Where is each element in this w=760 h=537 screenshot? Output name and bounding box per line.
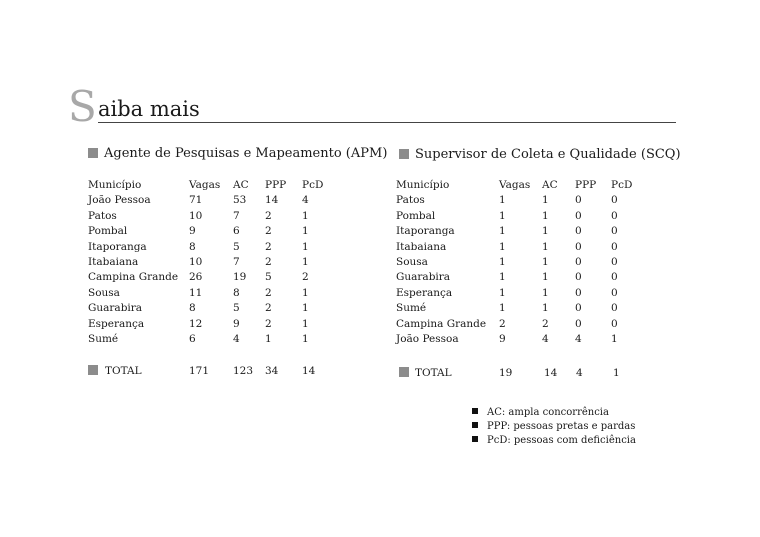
cell: 4 [542,333,549,346]
cell: 2 [542,317,549,330]
cell: 5 [233,302,240,315]
cell: 1 [302,256,309,269]
col-header: AC [542,179,558,191]
legend-item [472,420,636,434]
title-initial: S [68,82,97,131]
cell: 9 [233,317,240,330]
cell: 1 [499,302,506,315]
cell: Campina Grande [396,317,487,330]
table-row [396,224,641,239]
cell: Sousa [88,286,120,299]
cell: 12 [189,317,203,330]
table-row [88,255,332,270]
cell: 2 [302,271,309,284]
cell: 0 [611,286,618,299]
legend-text: PPP: pessoas pretas e pardas [487,421,636,432]
table-row [396,240,641,255]
cell: 1 [499,209,506,222]
apm-table [88,178,332,347]
cell: 1 [302,240,309,253]
cell: Itaporanga [88,240,147,253]
cell: 8 [233,286,240,299]
cell: Sumé [88,333,119,346]
table-row [396,255,641,270]
cell: 1 [302,317,309,330]
cell: 1 [265,333,272,346]
cell: 1 [542,286,549,299]
cell: 1 [499,194,506,207]
cell: 7 [233,256,240,269]
cell: 8 [189,240,196,253]
col-header: PcD [302,179,324,191]
black-square-icon [472,408,478,414]
apm-heading-text: Agente de Pesquisas e Mapeamento (APM) [104,146,388,161]
cell: 0 [611,271,618,284]
cell: João Pessoa [88,194,151,207]
scq-section [396,147,681,387]
black-square-icon [472,436,478,442]
cell: 2 [265,302,272,315]
cell: 0 [575,209,582,222]
cell: 1 [499,286,506,299]
cell: 19 [233,271,247,284]
cell: 1 [499,240,506,253]
col-header: Vagas [189,179,221,191]
cell: 4 [302,194,309,207]
cell: 2 [265,225,272,238]
title-rule [98,122,676,123]
cell: Pombal [88,225,128,238]
cell: 1 [542,271,549,284]
cell: 5 [265,271,272,284]
cell: 0 [611,256,618,269]
cell: 1 [302,209,309,222]
col-header: Município [396,179,450,191]
cell: 0 [575,194,582,207]
cell: Patos [396,194,425,207]
table-row [396,301,641,316]
total-vagas: 171 [189,365,210,377]
cell: 0 [575,271,582,284]
gray-square-icon [399,367,409,377]
cell: 0 [575,256,582,269]
cell: 1 [302,286,309,299]
table-row [88,332,332,347]
cell: 2 [265,240,272,253]
cell: 6 [189,333,196,346]
cell: Patos [88,209,117,222]
cell: Itaporanga [396,225,455,238]
cell: 0 [575,317,582,330]
total-pcd: 1 [613,367,620,379]
table-header-row [88,178,332,193]
table-row [396,209,641,224]
apm-total-row [88,364,338,378]
black-square-icon [472,422,478,428]
cell: 0 [611,209,618,222]
cell: 2 [499,317,506,330]
total-ppp: 4 [576,367,583,379]
col-header: PPP [265,179,287,191]
cell: 1 [499,271,506,284]
cell: 1 [499,225,506,238]
cell: Pombal [396,209,436,222]
cell: 11 [189,286,203,299]
cell: Campina Grande [88,271,179,284]
table-row [396,270,641,285]
cell: 5 [233,240,240,253]
total-label: TOTAL [105,365,142,377]
table-row [88,301,332,316]
cell: 0 [575,286,582,299]
scq-heading [399,147,681,163]
legend-item [472,434,636,448]
apm-section [88,146,388,386]
table-row [396,193,641,208]
cell: 0 [575,225,582,238]
legend-text: AC: ampla concorrência [487,407,609,418]
cell: Esperança [88,317,145,330]
cell: Sousa [396,256,428,269]
col-header: AC [233,179,249,191]
gray-square-icon [399,149,409,159]
legend-item [472,406,636,420]
total-pcd: 14 [302,365,316,377]
cell: 0 [575,302,582,315]
table-row [88,270,332,285]
gray-square-icon [88,365,98,375]
cell: 0 [575,240,582,253]
table-row [88,224,332,239]
table-row [396,332,641,347]
cell: 1 [302,302,309,315]
cell: Esperança [396,286,453,299]
cell: 2 [265,256,272,269]
cell: 1 [542,256,549,269]
cell: 1 [542,209,549,222]
total-vagas: 19 [499,367,513,379]
cell: 71 [189,194,203,207]
total-ac: 123 [233,365,254,377]
cell: 10 [189,256,203,269]
cell: 2 [265,286,272,299]
col-header: PcD [611,179,633,191]
cell: 2 [265,317,272,330]
cell: 1 [542,302,549,315]
cell: 1 [302,333,309,346]
scq-heading-text: Supervisor de Coleta e Qualidade (SCQ) [415,147,681,162]
cell: 6 [233,225,240,238]
legend-text: PcD: pessoas com deficiência [487,435,636,446]
cell: 9 [189,225,196,238]
cell: Itabaiana [88,256,139,269]
cell: Sumé [396,302,427,315]
col-header: PPP [575,179,597,191]
cell: Guarabira [88,302,143,315]
title-text: aiba mais [98,97,200,121]
cell: João Pessoa [396,333,459,346]
cell: 4 [233,333,240,346]
page-title [68,82,676,131]
table-row [88,193,332,208]
total-label: TOTAL [415,367,452,379]
cell: 1 [542,225,549,238]
cell: 1 [611,333,618,346]
table-row [88,317,332,332]
cell: 0 [611,302,618,315]
cell: 1 [499,256,506,269]
cell: 7 [233,209,240,222]
table-row [88,240,332,255]
apm-heading [88,146,387,162]
cell: 14 [265,194,279,207]
legend [472,406,636,448]
cell: 9 [499,333,506,346]
cell: 0 [611,194,618,207]
gray-square-icon [88,148,98,158]
table-row [88,209,332,224]
cell: 2 [265,209,272,222]
cell: 1 [542,240,549,253]
table-row [88,286,332,301]
cell: 10 [189,209,203,222]
cell: Itabaiana [396,240,447,253]
cell: 26 [189,271,203,284]
total-ppp: 34 [265,365,279,377]
total-ac: 14 [544,367,558,379]
cell: 1 [302,225,309,238]
cell: 0 [611,240,618,253]
cell: 0 [611,225,618,238]
table-header-row [396,178,641,193]
cell: 53 [233,194,247,207]
table-row [396,317,641,332]
scq-total-row [399,366,639,380]
col-header: Vagas [499,179,531,191]
col-header: Município [88,179,142,191]
cell: 1 [542,194,549,207]
cell: 0 [611,317,618,330]
cell: 4 [575,333,582,346]
cell: Guarabira [396,271,451,284]
cell: 8 [189,302,196,315]
table-row [396,286,641,301]
scq-table [396,178,641,347]
